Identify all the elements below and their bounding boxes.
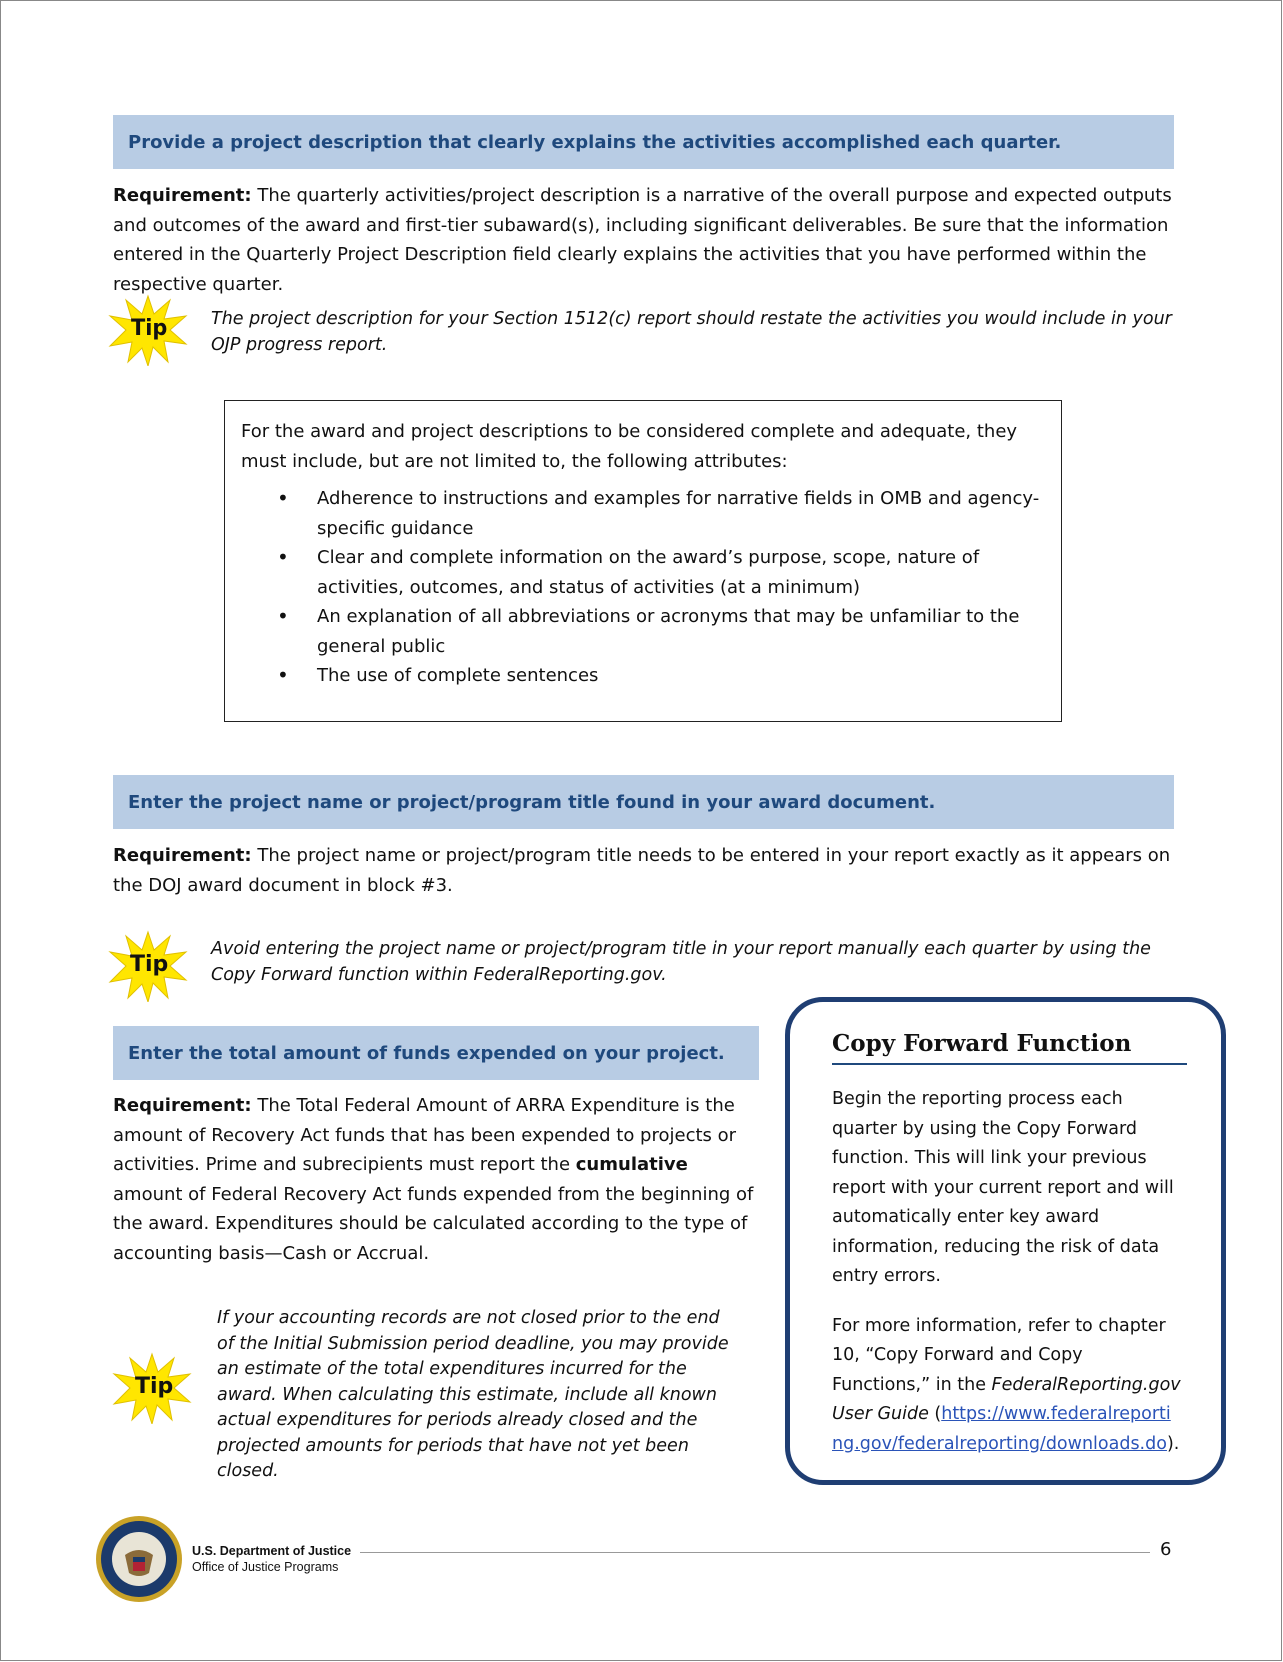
tip-text-2: Avoid entering the project name or project/program title in your report manually each quarter by using the Copy Forward function within FederalReporting.gov. <box>211 939 1151 985</box>
requirement-paragraph-3 <box>113 1091 758 1268</box>
tip-label: Tip <box>135 1374 174 1399</box>
section-heading-text: Enter the total amount of funds expended on your project. <box>128 1042 725 1064</box>
org-office: Office of Justice Programs <box>192 1560 339 1574</box>
copy-forward-text: ). <box>1166 1433 1180 1454</box>
copy-forward-para1: Begin the reporting process each quarter by using the Copy Forward function. This will link your previous report with your current report and will automatically enter key award information, reducing the risk of data entry errors. <box>832 1089 1174 1286</box>
copy-forward-callout <box>785 997 1226 1485</box>
requirement-text: The project name or project/program title needs to be entered in your report exactly as it appears on the DOJ award document in block #3. <box>113 845 1171 896</box>
tip-text-1: The project description for your Section 1512(c) report should restate the activities you would include in your OJP progress report. <box>211 309 1172 355</box>
section-heading-project-name <box>113 775 1174 829</box>
footer-organization <box>192 1543 351 1575</box>
requirement-text: The quarterly activities/project description is a narrative of the overall purpose and expected outputs and outcomes of the award and first-tier subaward(s), including significant deliverables. Be sure that the information entered in the Quarterly Project Description field clearly explains the activities that you have performed within the respective quarter. <box>113 185 1172 295</box>
requirement-emphasis: cumulative <box>575 1154 688 1175</box>
copy-forward-body <box>832 1085 1181 1459</box>
footer-divider <box>360 1552 1150 1553</box>
requirement-label: Requirement: <box>113 1095 252 1116</box>
copy-forward-para2 <box>832 1312 1181 1460</box>
attribute-item: • An explanation of all abbreviations or acronyms that may be unfamiliar to the general public <box>317 602 1045 661</box>
copy-forward-title: Copy Forward Function <box>832 1030 1187 1065</box>
attribute-item: • The use of complete sentences <box>317 661 1045 691</box>
attributes-intro: For the award and project descriptions to be considered complete and adequate, they must include, but are not limited to, the following attributes: <box>241 421 1018 472</box>
requirement-paragraph-2 <box>113 841 1178 900</box>
user-guide-title: FederalReporting.gov User Guide <box>832 1374 1181 1424</box>
requirement-label: Requirement: <box>113 185 252 206</box>
tip-label: Tip <box>130 952 169 977</box>
section-heading-funds-expended <box>113 1026 759 1080</box>
doj-seal-logo <box>95 1515 183 1603</box>
copy-forward-text: ( <box>928 1404 942 1424</box>
section-heading-text: Provide a project description that clearly explains the activities accomplished each quarter. <box>128 131 1062 153</box>
org-name: U.S. Department of Justice <box>192 1544 352 1558</box>
tip-text-3: If your accounting records are not closed prior to the end of the Initial Submission period deadline, you may provide an estimate of the total expenditures incurred for the award. When calculating this estimate, include all known actual expenditures for periods already closed and the projected amounts for periods that have not yet been closed. <box>217 1308 729 1481</box>
requirement-text: amount of Federal Recovery Act funds expended from the beginning of the award. Expenditures should be calculated according to the type of accounting basis—Cash or Accrual. <box>113 1183 754 1264</box>
downloads-link[interactable]: https://www.federalreporting.gov/federalreporting/downloads.do <box>832 1404 1171 1454</box>
section-heading-text: Enter the project name or project/program title found in your award document. <box>128 791 936 813</box>
attribute-item: • Clear and complete information on the award’s purpose, scope, nature of activities, outcomes, and status of activities (at a minimum) <box>317 543 1045 602</box>
requirement-label: Requirement: <box>113 845 252 866</box>
section-heading-project-description <box>113 115 1174 169</box>
attributes-list <box>241 484 1045 691</box>
tip-label: Tip <box>130 316 168 341</box>
page-number: 6 <box>1160 1539 1172 1560</box>
attributes-box <box>224 400 1062 722</box>
requirement-paragraph-1 <box>113 181 1178 299</box>
attribute-item: • Adherence to instructions and examples for narrative fields in OMB and agency-specific guidance <box>317 484 1045 543</box>
requirement-text: The Total Federal Amount of ARRA Expenditure is the amount of Recovery Act funds that has been expended to projects or activities. Prime and subrecipients must report the <box>113 1095 737 1175</box>
copy-forward-text: For more information, refer to chapter 10, “Copy Forward and Copy Functions,” in the <box>832 1315 1166 1395</box>
